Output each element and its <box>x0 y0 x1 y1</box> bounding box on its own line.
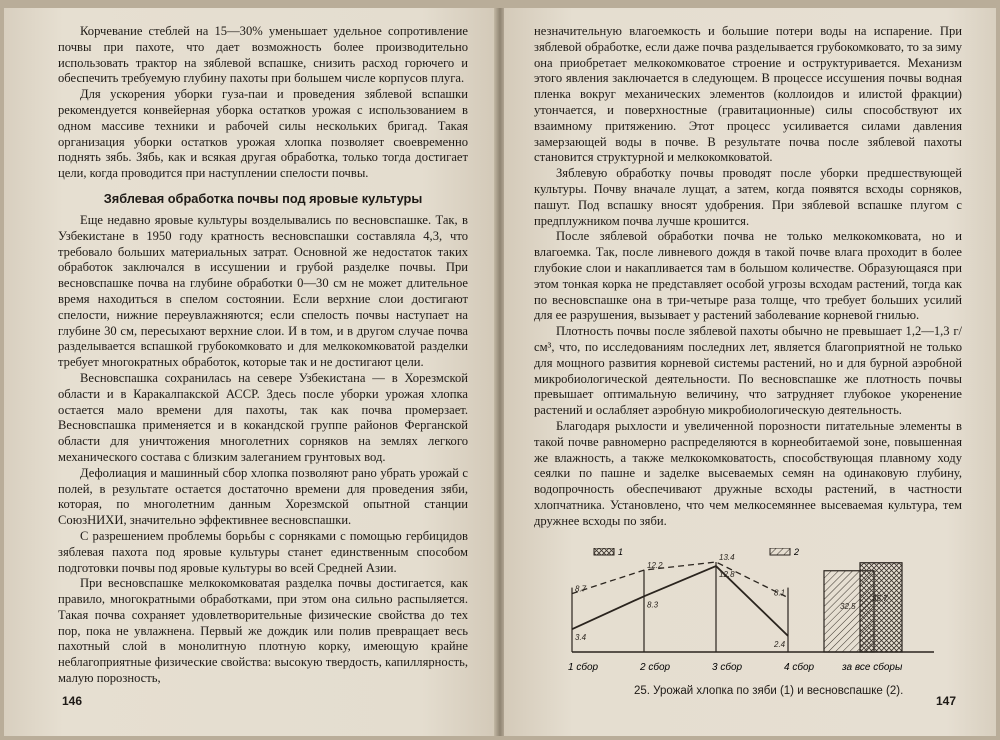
paragraph: Дефолиация и машинный сбор хлопка позволяют рано убрать урожай с полей, в результате остается достаточно времени для проведения зяби, которая, по многолетним данным Хорезмской опытной станции СоюзНИХИ, значительно эффективнее весновспашки. <box>58 465 468 528</box>
data-label: 13.4 <box>719 553 735 563</box>
paragraph: Зяблевую обработку почвы проводят после уборки предшествующей культуры. Почву вначале лущат, а затем, когда появятся всходы сорняков, пашут. Под вспашку вносят удобрения. При зяблевой вспашке плугом с предплужником почва лучше крошится. <box>534 166 962 228</box>
yield-chart <box>564 548 944 678</box>
data-label: 12.2 <box>647 561 663 571</box>
right-paragraphs <box>534 24 962 530</box>
data-label: 3.4 <box>575 633 587 643</box>
page-number-left: 146 <box>62 694 83 708</box>
category-label: 1 сбор <box>568 662 599 673</box>
paragraph: При весновспашке мелкокомковатая разделка почвы достигается, как правило, многократными обработками, при этом она сильно распыляется. Такая почва сохраняет удовлетворительные физические свойства до тех пор, пока не увлажнена. Первый же дождик или полив превращает весь пахотный слой в монолитную плотную корку, имеющую крайне неблагоприятные физические свойства: высокую твердость, капиллярность, малую порозность, <box>58 576 468 686</box>
legend-swatch-2 <box>770 548 790 555</box>
paragraph: Еще недавно яровые культуры возделывались по весновспашке. Так, в Узбекистане в 1950 году кратность весновспашки составляла 4,3, что требовало больших материальных затрат. Основной же недостаток таких обработок заключался в иссушении и грубой разделке почвы. При весновспашке почва на глубине обработки 0—30 см не может длительное время находиться в спелом состоянии. Если верхние слои достигают спелости, нижние переувлажняются; если спелость почвы наступает на глубине 30 см, пересыхают верхние слои. И в том, и в другом случае почва разделывается вспашкой грубокомковато и для мелкокомковатой разделки требует многократных обработок, которые так и не достигают цели. <box>58 212 468 370</box>
category-label-total: за все сборы <box>842 662 903 673</box>
series-line-1 <box>572 562 788 598</box>
legend-label-1: 1 <box>618 548 624 557</box>
paragraph: Для ускорения уборки гуза-паи и проведения зяблевой вспашки рекомендуется конвейерная уборка остатков урожая с использованием в одном массиве техники и рабочей силы нескольких бригад. Такая организация уборки остатков урожая хлопка позволяет своевременно поднять зябь. Зябь, как и всякая другая обработка, только тогда достигает цели, когда проводится при наступлении спелости почвы. <box>58 87 468 181</box>
category-label: 2 сбор <box>640 662 671 673</box>
data-label: 2.4 <box>774 639 786 649</box>
paragraph: Плотность почвы после зяблевой пахоты обычно не превышает 1,2—1,3 г/см³, что, по исследованиям последних лет, является благоприятной не только для мощного развития корневой системы растений, но и для бурной аэробной микробиологической деятельности. По весновспашке же плотность почвы превышает оптимальную величину, что затрудняет глубокое укоренение растений и ослабляет аэробную микробиологическую деятельность. <box>534 324 962 418</box>
data-label: 12.8 <box>719 570 735 580</box>
paragraph: Весновспашка сохранилась на севере Узбекистана — в Хорезмской области и в Каракалпакской АССР. Здесь после уборки урожая хлопка остается мало времени для пахоты, так как почва промерзает. Весновспашка применяется и в кокандской группе районов Ферганской области для уничтожения многолетних сорняков на землях легкого механического состава с близким залеганием грунтовых вод. <box>58 370 468 464</box>
data-label: 8.7 <box>575 584 587 594</box>
section-heading: Зяблевая обработка почвы под яровые культуры <box>103 190 423 206</box>
total-bar-1 <box>860 563 902 652</box>
left-page <box>4 8 496 736</box>
right-page <box>504 8 996 736</box>
paragraph: С разрешением проблемы борьбы с сорняками с помощью гербицидов зяблевая пахота под яровые культуры станет единственным способом подготовки почвы под яровые культуры во всей Средней Азии. <box>58 528 468 575</box>
total-bar-label: 35.7 <box>872 593 888 603</box>
total-bar-label: 32.5 <box>840 601 856 611</box>
paragraph: Благодаря рыхлости и увеличенной порозности питательные элементы в такой почве равномерно распределяются в корнеобитаемой зоне, повышенная же влажность, а также мелкокомковатость, способствующая плавному ходу сеялки по пашне и заделке высеваемых семян на одинаковую глубину, водопрочность обеспечивают дружные всходы растений, в частности хлопчатника. Установлено, что чем мелкосемяннее высеваемая культура, тем дружнее всходы по зяби. <box>534 418 962 528</box>
paragraph: После зяблевой обработки почва не только мелкокомковата, но и влагоемка. Так, после ливневого дождя в такой почве влага проходит в более глубокие слои и накапливается там в большом количестве. Образующаяся при этом тонкая корка не представляет особой угрозы всходам растений, тогда как по весновспашке она в три-четыре раза толще, что требует больших усилий для ее разрушения, вызывает у растений заболевание корневой гнилью. <box>534 229 962 323</box>
paragraph: незначительную влагоемкость и большие потери воды на испарение. При зяблевой обработке, если даже почва разделывается грубокомковато, то за зиму она приобретает мелкокомковатое строение и оструктуривается. Механизм этого явления заключается в следующем. В процессе иссушения почвы водная пленка вокруг механических элементов (коллоидов и илистой фракции) утончается, и поверхностные (гравитационные) силы способствуют их взаимному притяжению. Этот процесс усиливается силами давления замерзающей воды в почве. В результате почва после зяблевой пахоты становится структурной и мелкокомковатой. <box>534 24 962 165</box>
figure-caption: 25. Урожай хлопка по зяби (1) и весновспашке (2). <box>634 685 904 697</box>
paragraph: Корчевание стеблей на 15—30% уменьшает удельное сопротивление почвы при пахоте, что дает возможность более производительно использовать трактор на зяблевой вспашке, снизить расход горючего и обеспечить требуемую глубину пахоты при большем числе корпусов плуга. <box>58 24 468 86</box>
legend-label-2: 2 <box>794 548 800 557</box>
data-label: 8.3 <box>647 600 659 610</box>
data-label: 8.1 <box>774 588 786 598</box>
left-paragraphs-top <box>58 24 468 182</box>
left-paragraphs-bottom <box>58 213 468 687</box>
category-label: 4 сбор <box>784 662 815 673</box>
series-line-2 <box>572 566 788 636</box>
page-number-right: 147 <box>935 694 956 708</box>
legend-swatch-1 <box>594 548 614 555</box>
category-label: 3 сбор <box>712 662 743 673</box>
